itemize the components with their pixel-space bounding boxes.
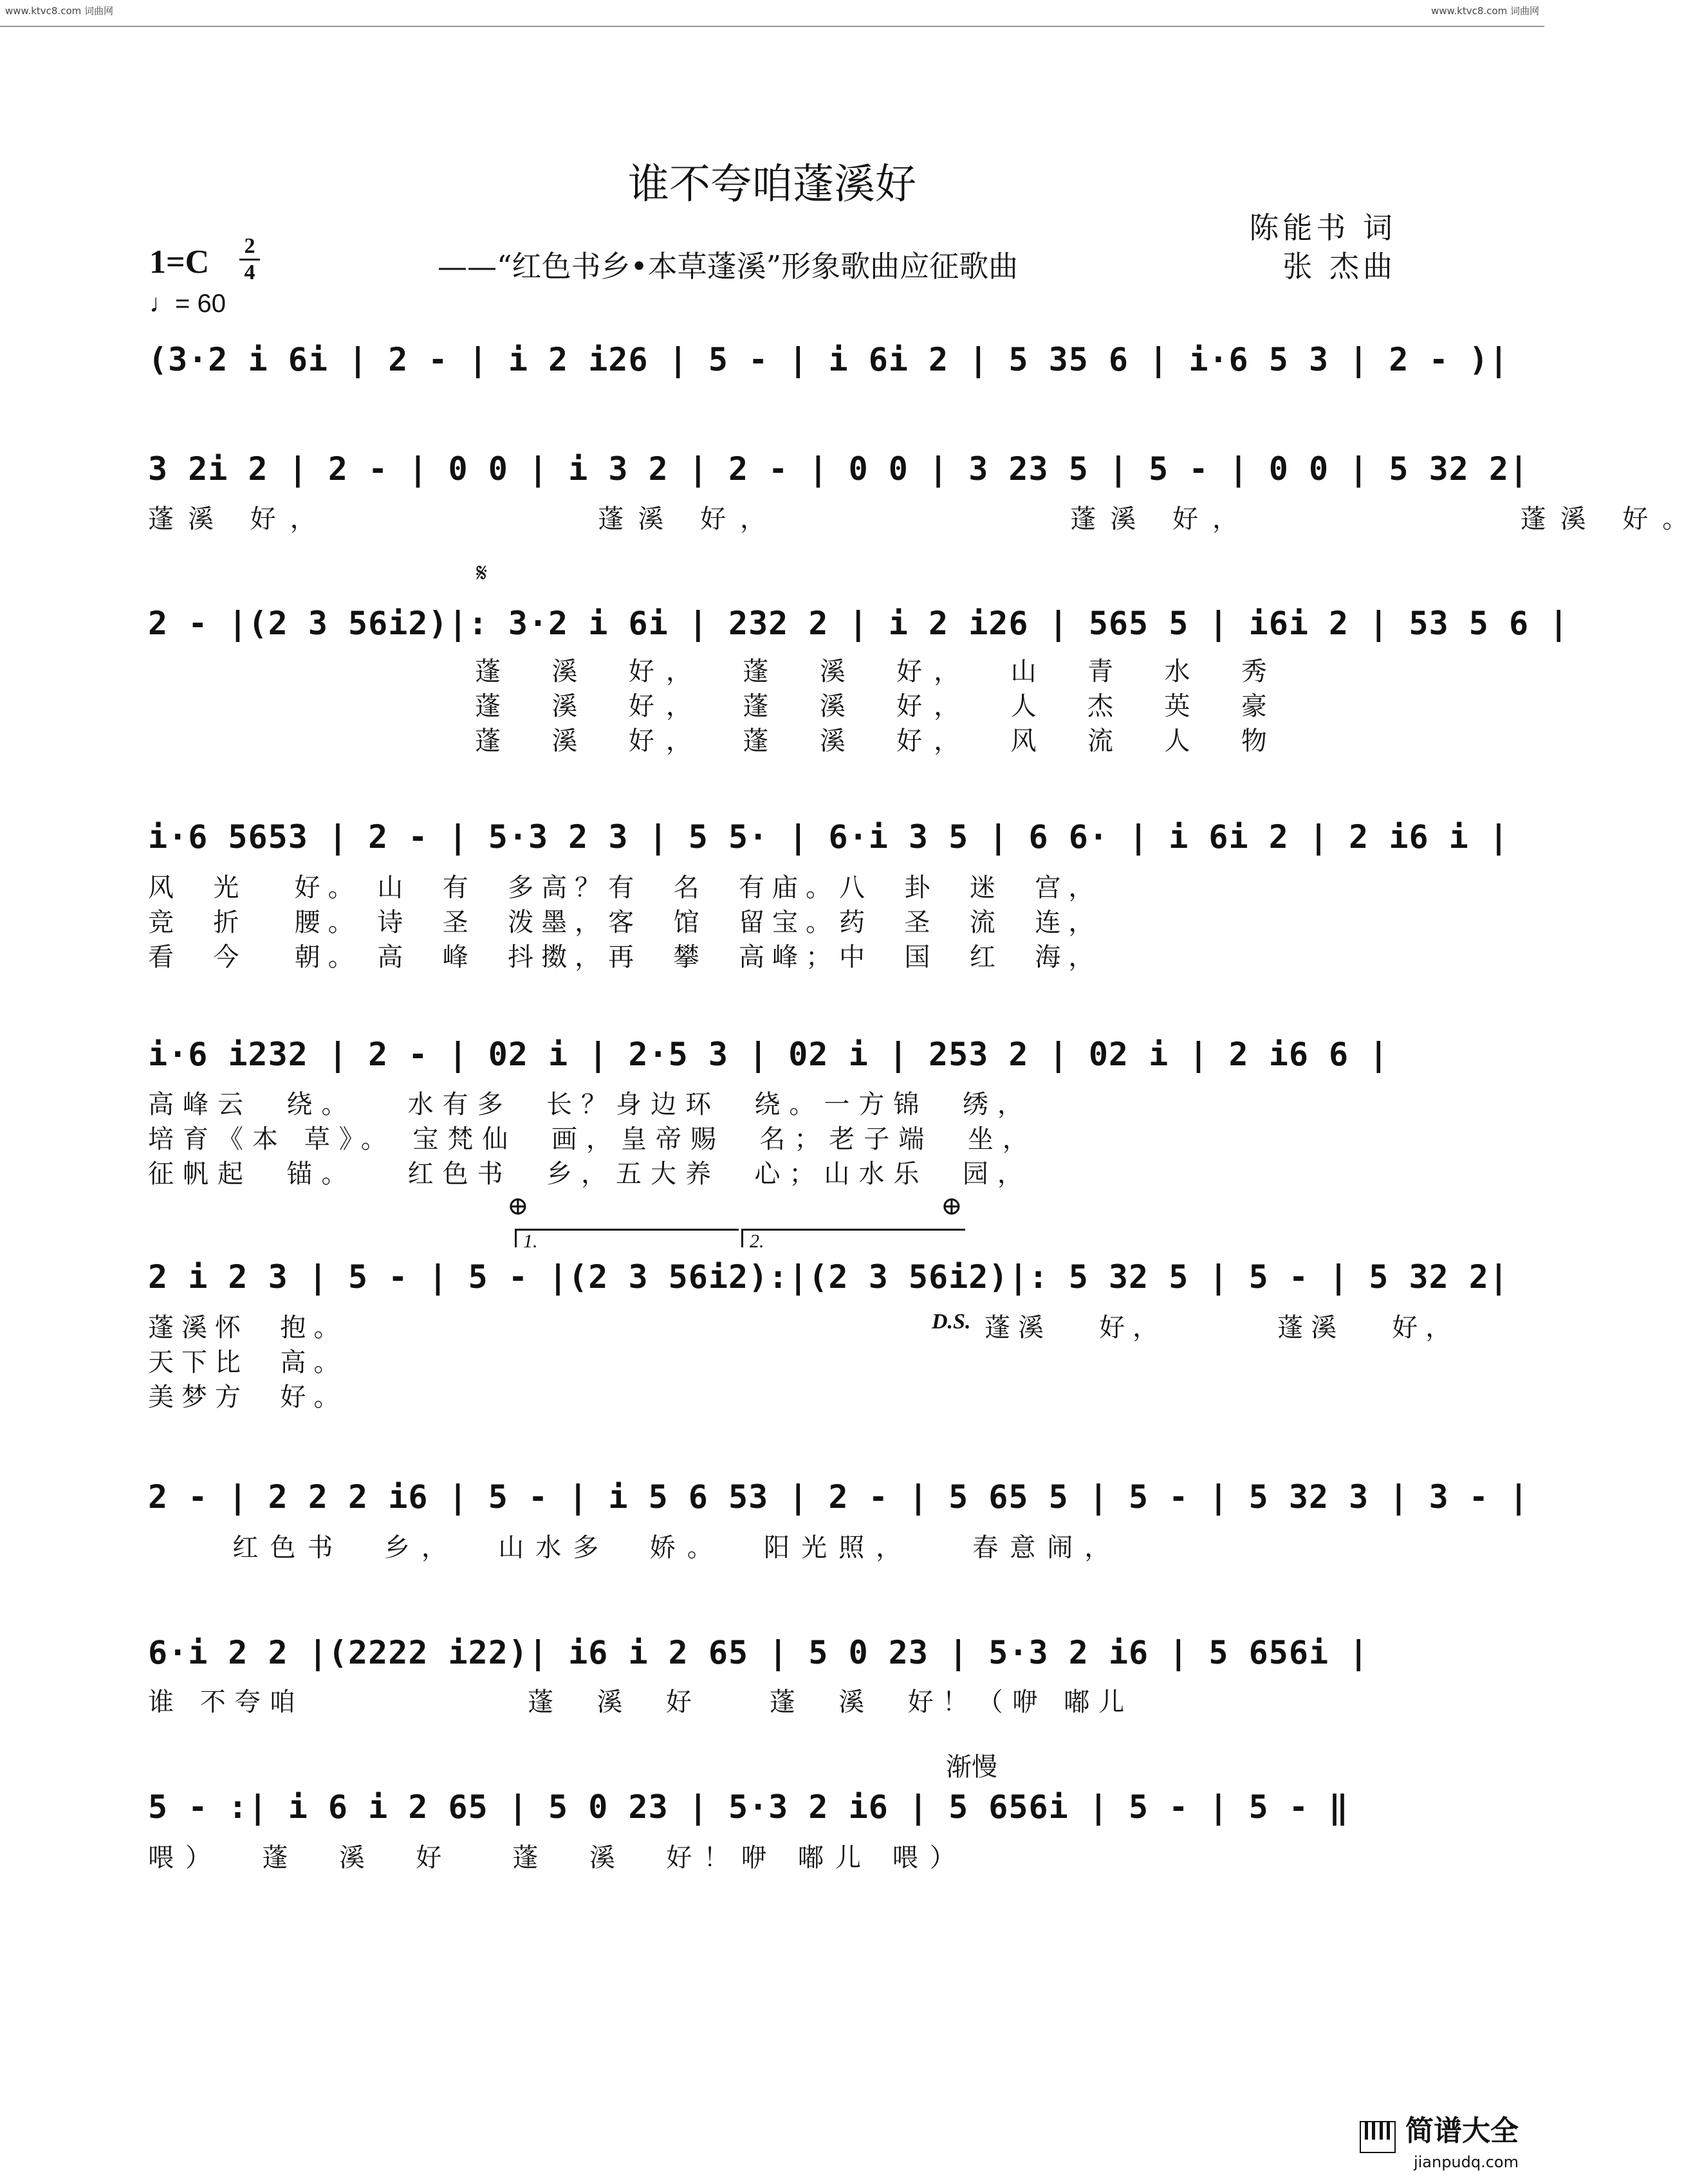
piano-icon [1360,2121,1396,2153]
lyric-line: 征帆起 锚。 红色书 乡，五大养 心；山水乐 园， [148,1159,1032,1189]
song-title: 谁不夸咱蓬溪好 [628,161,916,208]
lyric-line: 培育《本 草》。 宝梵仙 画，皇帝赐 名；老子端 坐， [148,1124,1037,1154]
time-sig-top: 2 [244,234,255,258]
header-divider [0,26,1544,27]
lyric-line: 蓬 溪 好， 蓬 溪 好， 风 流 人 物 [475,726,1279,756]
composer-credit: 张 杰曲 [1282,249,1396,284]
lyric-line: 谁 不夸咱 蓬 溪 好 蓬 溪 好！（咿 嘟儿 [148,1687,1134,1717]
lyricist-credit: 陈能书 词 [1249,210,1396,245]
header-left: www.ktvc8.com 词曲网 [5,5,114,17]
lyric-line: 风 光 好。 山 有 多高？有 名 有庙。八 卦 迷 宫， [148,873,1102,903]
header-right: www.ktvc8.com 词曲网 [1430,5,1539,17]
lyric-line: 竞 折 腰。 诗 圣 泼墨，客 馆 留宝。药 圣 流 连， [148,908,1102,937]
logo-url: jianpudq.com [1413,2153,1519,2171]
lyric-line: 蓬溪 好， 蓬溪 好， 蓬溪 好， 蓬溪 好。 [148,504,1702,534]
staff-line: i·6 i232 | 2 - | 02 i | 2·5 3 | 02 i | 253 2 | 02 i | 2 i6 6 | [148,1036,1389,1073]
lyric-line: 蓬溪 好， 蓬溪 好， [985,1313,1459,1343]
volta-bracket-1: 1. [515,1229,739,1247]
lyric-line: 美梦方 好。 [148,1382,347,1412]
staff-line: 2 - |(2 3 56i2)|: 3·2 i 6i | 232 2 | i 2 i26 | 565 5 | i6i 2 | 53 5 6 | [148,605,1569,642]
tempo-marking: ♩= 60 [149,289,226,318]
lyric-line: 红色书 乡， 山水多 娇。 阳光照， 春意闹， [193,1533,1122,1563]
site-logo [1360,2107,1519,2172]
staff-line: (3·2 i 6i | 2 - | i 2 i26 | 5 - | i 6i 2 | 5 35 6 | i·6 5 3 | 2 - )| [148,341,1509,378]
coda-sign: ⊕ [941,1191,963,1221]
lyric-line: 蓬溪怀 抱。 [148,1313,347,1343]
segno-sign: 𝄋 [476,558,488,588]
lyric-line: 蓬 溪 好， 蓬 溪 好， 人 杰 英 豪 [475,692,1279,721]
staff-line: 5 - :| i 6 i 2 65 | 5 0 23 | 5·3 2 i6 | 5 656i | 5 - | 5 - ‖ [148,1788,1349,1826]
lyric-line: 喂） 蓬 溪 好 蓬 溪 好！咿 嘟儿 喂） [148,1843,967,1873]
key-signature: 1=C [149,244,210,280]
staff-line: 3 2i 2 | 2 - | 0 0 | i 3 2 | 2 - | 0 0 | 3 23 5 | 5 - | 0 0 | 5 32 2| [148,450,1530,488]
lyric-line: 高峰云 绕。 水有多 长？身边环 绕。一方锦 绣， [148,1090,1032,1119]
time-signature [239,235,260,284]
ds-marking: D.S. [932,1310,971,1334]
lyric-line: 看 今 朝。 高 峰 抖擞，再 攀 高峰；中 国 红 海， [148,942,1102,972]
staff-line: i·6 5653 | 2 - | 5·3 2 3 | 5 5· | 6·i 3 5 | 6 6· | i 6i 2 | 2 i6 i | [148,818,1509,856]
subtitle: ——“红色书乡•本草蓬溪”形象歌曲应征歌曲 [438,249,1019,284]
lyric-line: 天下比 高。 [148,1348,347,1377]
staff-line: 6·i 2 2 |(2222 i22)| i6 i 2 65 | 5 0 23 | 5·3 2 i6 | 5 656i | [148,1634,1369,1671]
staff-line: 2 - | 2 2 2 i6 | 5 - | i 5 6 53 | 2 - | 5 65 5 | 5 - | 5 32 3 | 3 - | [148,1478,1530,1516]
coda-sign: ⊕ [507,1191,529,1221]
time-sig-bottom: 4 [244,261,255,284]
volta-bracket-2: 2. [741,1229,965,1247]
staff-line: 2 i 2 3 | 5 - | 5 - |(2 3 56i2):|(2 3 56i2)|: 5 32 5 | 5 - | 5 32 2| [148,1258,1509,1296]
lyric-line: 蓬 溪 好， 蓬 溪 好， 山 青 水 秀 [475,657,1279,686]
logo-name: 简谱大全 [1405,2114,1519,2147]
tempo-change-marking: 渐慢 [946,1752,997,1782]
